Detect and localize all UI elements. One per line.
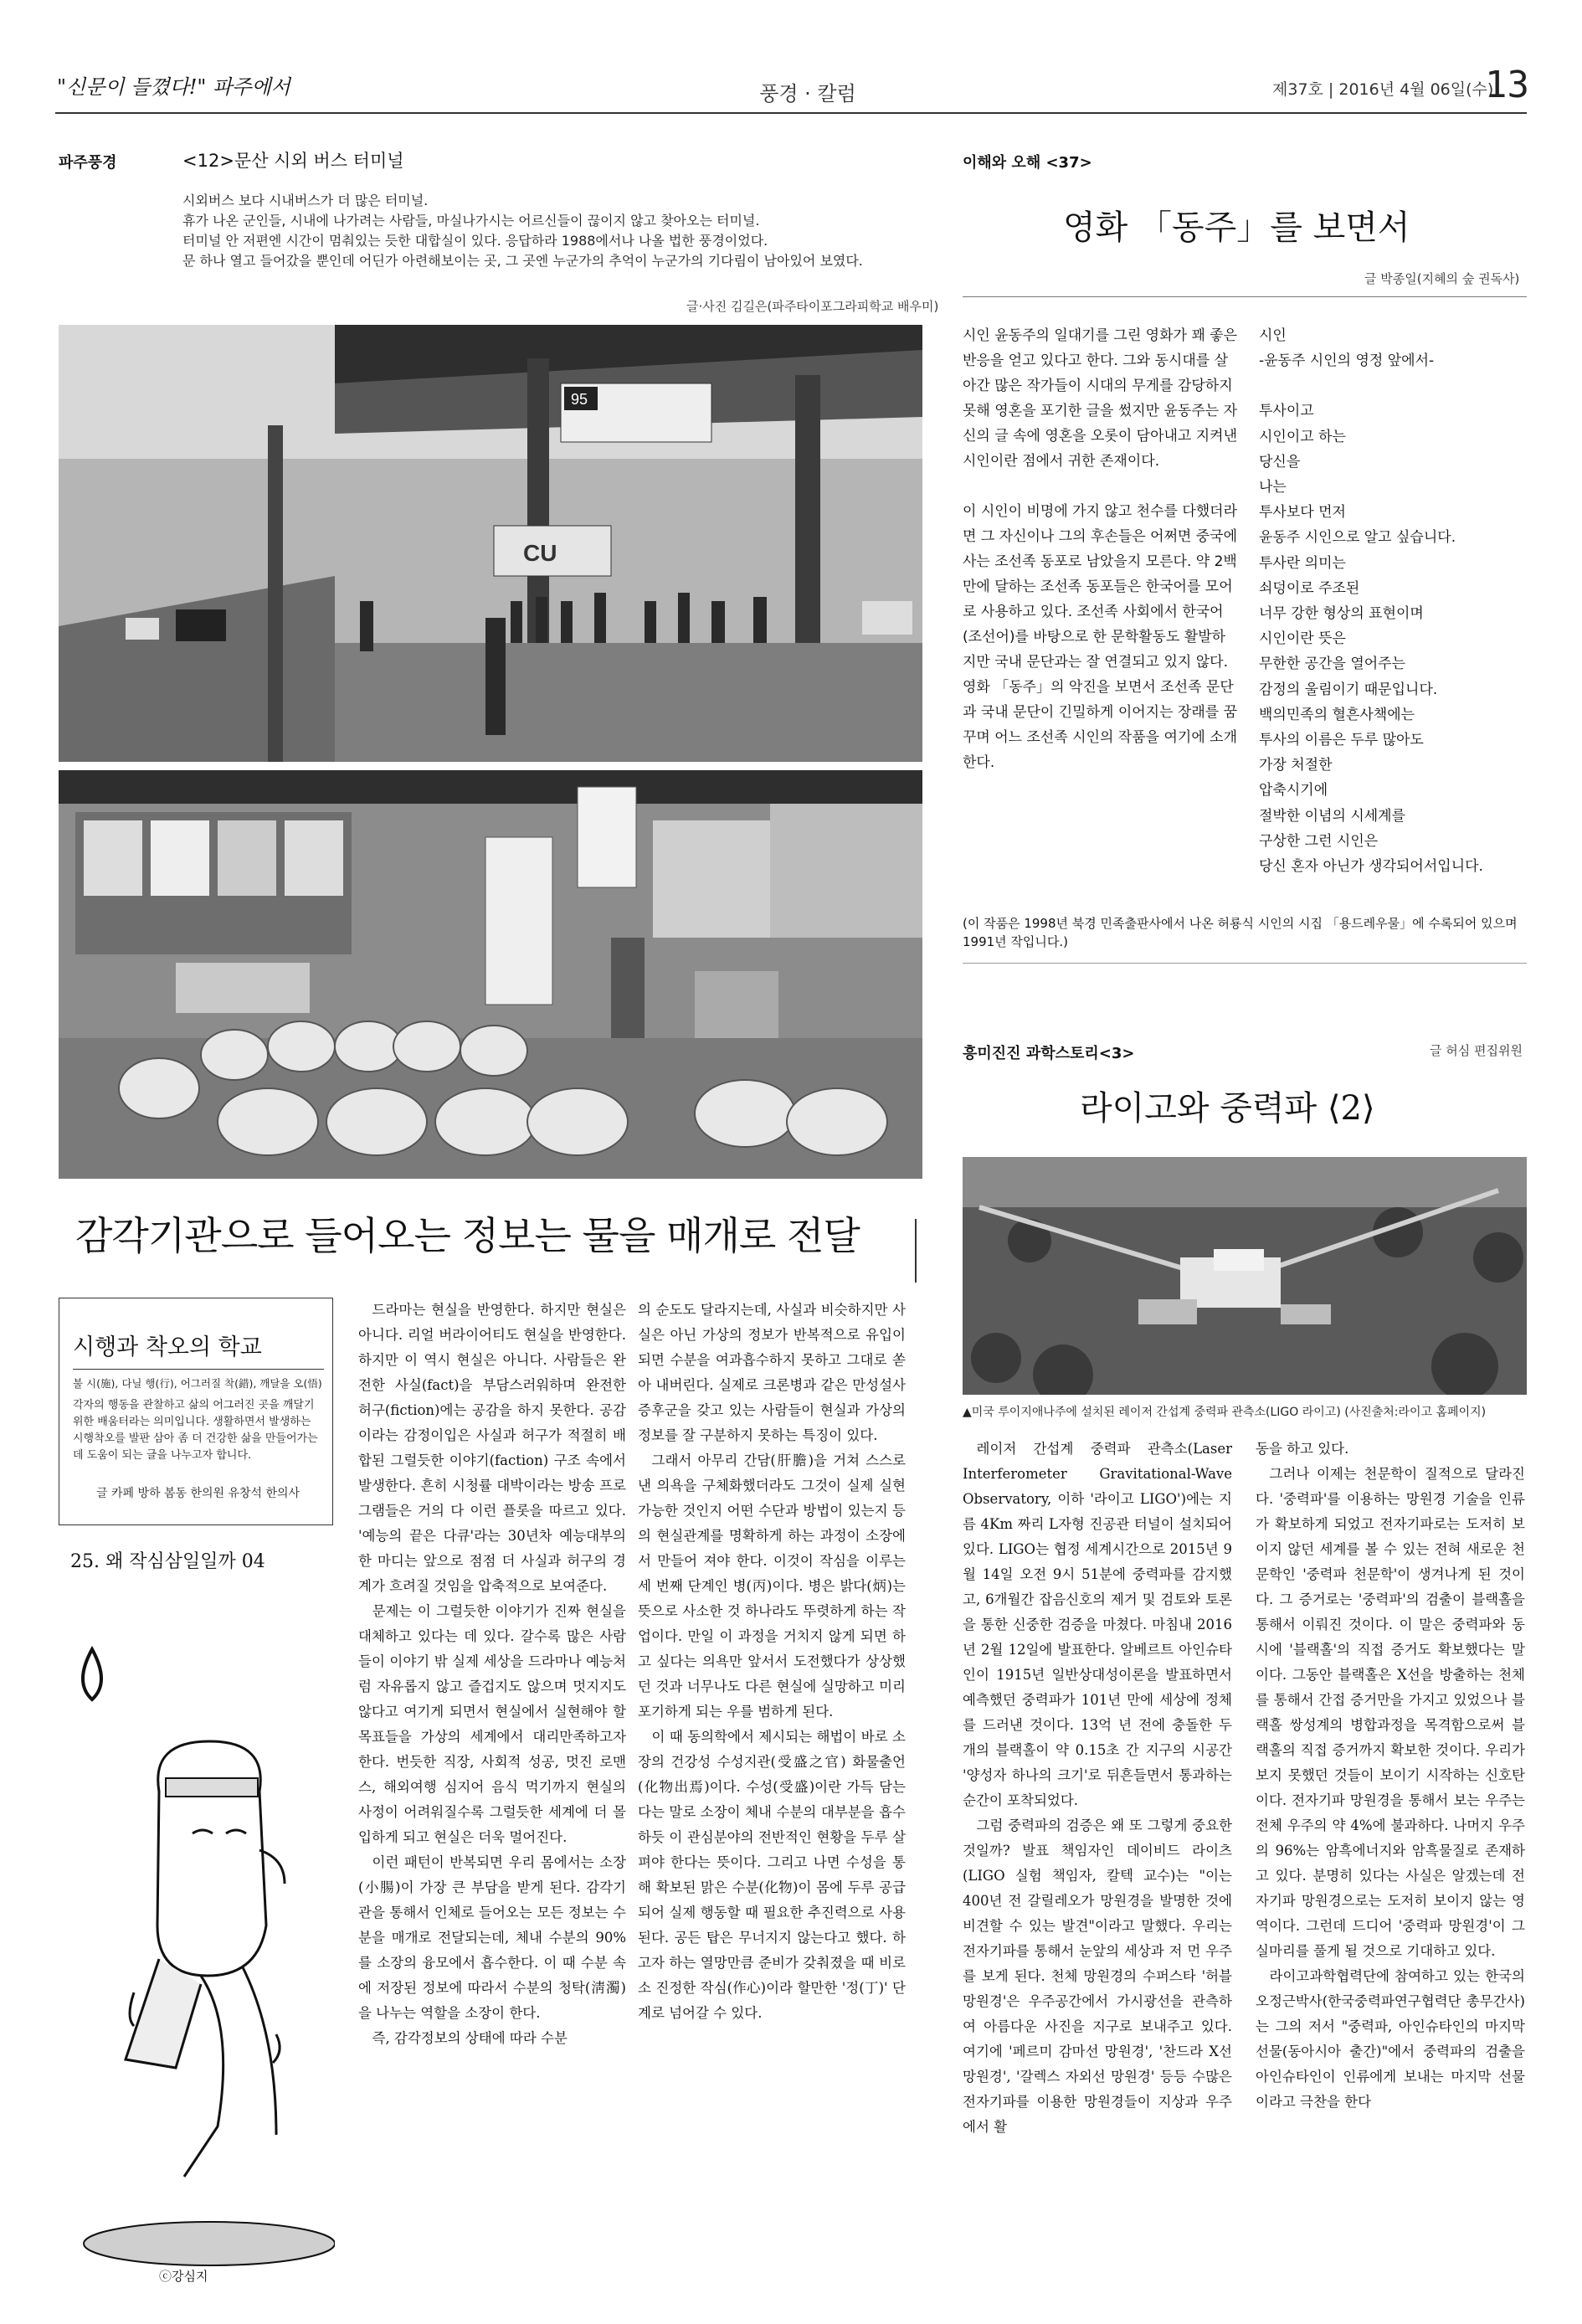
poem-line: 백의민족의 혈흔사책에는 — [1259, 706, 1415, 723]
poem-line: 감정의 울림이기 때문입니다. — [1259, 681, 1438, 698]
paragraph: 라이고과학협력단에 참여하고 있는 한국의 오정근박사(한국중력파연구협력단 총무간사)는 그의 저서 "중력파, 아인슈타인의 마지막 선물(동아시아 출간)"에서 중력파의 검출을 아인슈타인이 인류에게 보내는 마지막 선물이라고 극찬을 한다 — [1256, 1968, 1525, 2110]
poem-line — [1259, 373, 1535, 398]
poem — [1259, 323, 1535, 879]
poem-line: 투사의 이름은 두루 많아도 — [1259, 732, 1424, 749]
health-body-col1 — [358, 1298, 626, 2051]
science-headline: 라이고와 중력파 ⟨2⟩ — [1080, 1089, 1375, 1128]
poem-line: 가장 처절한 — [1259, 757, 1333, 774]
intro-line: 휴가 나온 군인들, 시내에 나가려는 사람들, 마실나가시는 어르신들이 끊이지 않고 찾아오는 터미널. — [182, 213, 760, 229]
paragraph: 레이저 간섭계 중력파 관측소(Laser Interferometer Gravitational-Wave Observatory, 이하 '라이고 LIGO')에는 지름 4Km 짜리 L자형 진공관 터널이 설치되어 있다. LIGO는 협정 세계시간으로 2015년 9월 14일 오전 9시 51분에 중력파를 감지했고, 6개월간 잡음신호의 제거 및 검토와 토론을 통한 신중한 검증을 마쳤다. 마침내 2016년 2월 12일에 발표한다. 알베르트 아인슈타인이 1915년 일반상대성이론을 발표하면서 예측했던 중력파가 101년 만에 세상에 정체를 드러낸 것이다. 13억 년 전에 충돌한 두 개의 블랙홀이 약 0.15초 간 지구의 시공간 '양성자 하나의 크기'로 뒤흔들면서 통과하는 순간이 포착되었다. — [963, 1441, 1232, 1808]
poem-line: 당신을 — [1259, 453, 1301, 470]
paju-scene-kicker: 파주풍경 — [59, 154, 117, 172]
poem-line: 윤동주 시인으로 알고 싶습니다. — [1259, 529, 1456, 547]
headline-divider — [915, 1219, 917, 1283]
intro-line: 터미널 안 저편엔 시간이 멈춰있는 듯한 대합실이 있다. 응답하라 1988에서나 나올 법한 풍경이었다. — [182, 233, 768, 249]
film-rule — [963, 296, 1527, 297]
paragraph: 드라마는 현실을 반영한다. 하지만 현실은 아니다. 리얼 버라이어티도 현실을 반영한다. 하지만 이 역시 현실은 아니다. 사람들은 완전한 사실(fact)을 부담스러워하며 완전한 허구(fiction)에는 공감을 하지 못한다. 공감이라는 감정이입은 사실과 허구가 적절히 배합된 그럴듯한 이야기(faction) 구조 속에서 발생한다. 흔히 시청률 대박이라는 방송 프로그램들은 거의 다 이런 플롯을 따르고 있다. '예능의 끝은 다큐'라는 30년차 예능대부의 한 마디는 앞으로 점점 더 사실과 허구의 경계가 흐려질 것임을 압축적으로 보여준다. — [358, 1302, 626, 1594]
paragraph: 이 때 동의학에서 제시되는 해법이 바로 소장의 건강성 수성지관(受盛之官) 화물출언(化物出焉)이다. 수성(受盛)이란 가득 담는다는 말로 소장이 체내 수분의 대부분을 흡수하듯 이 관심분야의 전반적인 현황을 두루 살펴야 한다는 뜻이다. 그리고 나면 수성을 통해 확보된 맑은 수분(化物)이 몸에 두루 공급되어 실제 행동할 때 필요한 추진력으로 사용된다. 공든 탑은 무너지지 않는다고 했다. 하고자 하는 열망만큼 준비가 갖춰졌을 때 비로소 진정한 작심(作心)이라 할만한 '정(丁)' 단계로 넘어갈 수 있다. — [638, 1729, 906, 2021]
film-author: 글 박종일(지혜의 숲 권독사) — [1364, 271, 1520, 286]
poem-line: 절박한 이념의 시세계를 — [1259, 807, 1406, 825]
film-kicker: 이해와 오해 <37> — [963, 154, 1092, 172]
illustration-credit: ⓒ강심지 — [159, 2269, 208, 2284]
paragraph: 이 시인이 비명에 가지 않고 천수를 다했더라면 그 자신이나 그의 후손들은 어쩌면 중국에 사는 조선족 동포로 남았을지 모른다. 약 2백만에 달하는 조선족 동포들은 한국어를 모어로 사용하고 있다. 조선족 사회에서 한국어(조선어)를 바탕으로 한 문학활동도 활발하지만 국내 문단과는 잘 연결되고 있지 않다. 영화 「동주」의 악진을 보면서 조선족 문단과 국내 문단이 긴밀하게 이어지는 장래를 꿈꾸며 어느 조선족 시인의 작품을 여기에 소개한다. — [963, 503, 1238, 771]
science-kicker: 흥미진진 과학스토리<3> — [963, 1045, 1135, 1062]
paju-scene-intro — [182, 191, 919, 271]
paragraph: 그럼 중력파의 검증은 왜 또 그렇게 중요한 것일까? 발표 책임자인 데이비드 라이츠(LIGO 실험 책임자, 칼텍 교수)는 "이는 400년 전 갈릴레오가 망원경을 발명한 것에 비견할 수 있는 발견"이라고 말했다. 우리는 전자기파를 통해서 눈앞의 세상과 저 먼 우주를 보게 된다. 천체 망원경의 수퍼스타 '허블 망원경'은 우주공간에서 가시광선을 관측하여 아름다운 사진을 지구로 보내주고 있다. 여기에 '페르미 감마선 망원경', '찬드라 X선 망원경', '갈렉스 자외선 망원경' 등등 수많은 전자기파를 이용한 망원경들이 지상과 우주에서 활 — [963, 1818, 1232, 2135]
poem-line: 압축시기에 — [1259, 782, 1328, 800]
science-body-col2 — [1256, 1437, 1525, 2115]
poem-line: 너무 강한 형상의 표현이며 — [1259, 605, 1424, 623]
paragraph: 그러나 이제는 천문학이 질적으로 달라진다. '중력파'를 이용하는 망원경 기술을 인류가 확보하게 되었고 전자기파로는 도저히 보이지 않던 세계를 볼 수 있는 전혀 새로운 천문학인 '중력파 천문학'이 생겨나게 된 것이다. 그 증거로는 '중력파'의 검출이 블랙홀을 통해서 이뤄진 것이다. 이 말은 중력파와 동시에 '블랙홀'의 직접 증거도 확보했다는 말이다. 그동안 블랙홀은 X선을 방출하는 천체를 통해서 간접 증거만을 가지고 있었으나 블랙홀 쌍성계의 병합과정을 목격함으로써 블랙홀의 직접 증거까지 확보한 것이다. 우리가 보지 못했던 것들이 보이기 시작하는 신호탄이다. 전자기파 망원경을 통해서 보는 우주는 전체 우주의 약 4%에 불과하다. 나머지 우주의 96%는 암흑에너지와 암흑물질로 존재하고 있다. 분명히 있다는 사실은 알겠는데 전자기파 망원경으로는 도저히 보이지 않는 영역이다. 그런데 드디어 '중력파 망원경'이 그 실마리를 풀게 될 것으로 기대하고 있다. — [1256, 1466, 1525, 1959]
ligo-caption: ▲미국 루이지애나주에 설치된 레이저 간섭계 중력파 관측소(LIGO 라이고) (사진출처:라이고 홈페이지) — [963, 1406, 1487, 1419]
film-note: (이 작품은 1998년 북경 민족출판사에서 나온 허룡식 시인의 시집 「용드레우물」에 수록되어 있으며 1991년 작입니다.) — [963, 916, 1518, 949]
poem-line: 투사란 의미는 — [1259, 554, 1346, 572]
film-body — [963, 323, 1239, 775]
school-box-author: 글 카페 방하 봄동 한의원 유창석 한의사 — [96, 1487, 300, 1500]
health-body-col2 — [638, 1298, 906, 2026]
terminal-exterior-photo — [59, 325, 922, 762]
intro-line: 시외버스 보다 시내버스가 더 많은 터미널. — [182, 193, 429, 208]
poem-line: 투사이고 — [1259, 403, 1314, 420]
paragraph: 시인 윤동주의 일대기를 그린 영화가 꽤 좋은 반응을 얻고 있다고 한다. 그와 동시대를 살아간 많은 작가들이 시대의 무게를 감당하지 못해 영혼을 포기한 글을 썼지만 윤동주는 자신의 글 속에 영혼을 오롯이 담아내고 지켜낸 시인이란 점에서 귀한 존재이다. — [963, 327, 1238, 470]
school-box-desc: 각자의 행동을 관찰하고 삶의 어그러진 곳을 깨달기 위한 배움터라는 의미입니다. 생활하면서 발생하는 시행착오를 발판 삼아 좀 더 건강한 삶을 만들어가는데 도움이 되는 글을 나누고자 합니다. — [73, 1399, 318, 1462]
poem-line: 시인이란 뜻은 — [1259, 630, 1346, 648]
paragraph: 의 순도도 달라지는데, 사실과 비슷하지만 사실은 아닌 가상의 정보가 반복적으로 유입이 되면 수분을 여과흡수하지 못하고 그대로 쏟아 내버린다. 실제로 크론병과 같은 만성설사증후군을 갖고 있는 사람들이 현실과 가상의 정보를 잘 구분하지 못하는 특징이 있다. — [638, 1302, 906, 1443]
poem-line: 투사보다 먼저 — [1259, 504, 1346, 522]
masthead-logo: "신문이 들꼈다!" 파주에서 — [57, 75, 290, 99]
paragraph: 그래서 아무리 간담(肝膽)을 거쳐 스스로 낸 의욕을 구체화했더라도 그것이 실제 실현 가능한 것인지 어떤 수단과 방법이 있는지 등의 현실관계를 명확하게 하는 과정이 소장에서 만들어 져야 한다. 이것이 작심을 이루는 세 번째 단계인 병(丙)이다. 병은 밝다(炳)는 뜻으로 사소한 것 하나라도 뚜렷하게 하는 작업이다. 만일 이 과정을 거치지 않게 되면 하고 싶다는 의욕만 앞서서 도전했다가 상상했던 것과 너무나도 다른 현실에 실망하고 미리 포기하게 되는 우를 범하게 된다. — [638, 1452, 906, 1720]
poem-line: 당신 혼자 아닌가 생각되어서입니다. — [1259, 858, 1483, 876]
ligo-photo — [963, 1157, 1527, 1395]
bus-number-sign: 95 — [571, 391, 588, 408]
paragraph: 이런 패턴이 반복되면 우리 몸에서는 소장(小腸)이 가장 큰 부담을 받게 된다. 감각기관을 통해서 인체로 들어오는 모든 정보는 수분을 매개로 전달되는데, 체내 수분의 90%를 소장의 융모에서 흡수한다. 이 때 수분 속에 저장된 정보에 따라서 수분의 청탁(淸濁)을 나누는 역할을 소장이 한다. — [358, 1854, 626, 2021]
film-headline: 영화 「동주」를 보면서 — [1063, 208, 1410, 247]
health-headline: 감각기관으로 들어오는 정보는 물을 매개로 전달 — [75, 1213, 860, 1258]
ligo-aerial-illustration — [963, 1157, 1527, 1395]
water-figure-illustration — [59, 1599, 335, 2269]
paragraph: 즉, 감각정보의 상태에 따라 수분 — [372, 2030, 568, 2046]
school-box-subtitle: 불 시(施), 다닐 행(行), 어그러질 착(錯), 깨달을 오(悟) — [73, 1377, 322, 1390]
poem-line: 구상한 그런 시인은 — [1259, 832, 1379, 850]
poem-line: -윤동주 시인의 영정 앞에서- — [1259, 352, 1435, 370]
poem-line: 시인이고 하는 — [1259, 428, 1346, 445]
waiting-room-photo — [59, 770, 922, 1179]
illustration — [59, 1599, 335, 2269]
school-box-title: 시행과 착오의 학교 — [73, 1334, 262, 1360]
terminal-exterior-illustration — [59, 325, 922, 762]
school-box-rule — [73, 1369, 324, 1370]
paragraph: 문제는 이 그럴듯한 이야기가 진짜 현실을 대체하고 있다는 데 있다. 갈수록 많은 사람들이 이야기 밖 실제 세상을 드라마나 예능처럼 자유롭지 않고 즐겁지도 않으며 멋지지도 않다고 여기게 되면서 현실에서 실현해야 할 목표들을 가상의 세계에서 대리만족하고자 한다. 번듯한 직장, 사회적 성공, 멋진 로맨스, 해외여행 심지어 음식 먹기까지 현실의 사정이 어려워질수록 그럴듯한 세계에 더 몰입하게 되고 현실은 더욱 멀어진다. — [358, 1603, 626, 1845]
paju-scene-credit: 글·사진 김길은(파주타이포그라피학교 배우미) — [686, 299, 939, 314]
header-rule — [55, 112, 1527, 114]
series-title: 25. 왜 작심삼일일까 04 — [70, 1551, 265, 1572]
school-info-box — [59, 1298, 333, 1525]
intro-line: 문 하나 열고 들어갔을 뿐인데 어딘가 아련해보이는 곳, 그 곳엔 누군가의 추억이 누군가의 기다림이 남아있어 보였다. — [182, 253, 863, 269]
poem-line: 시인 — [1259, 327, 1287, 344]
paragraph: 동을 하고 있다. — [1256, 1441, 1349, 1457]
waiting-room-illustration — [59, 770, 922, 1179]
issue-info: 제37호 | 2016년 4월 06일(수) — [1272, 80, 1494, 99]
film-end-rule — [963, 963, 1527, 964]
convenience-store-sign: CU — [523, 540, 557, 566]
poem-line: 쇠덩이로 주조된 — [1259, 579, 1360, 597]
poem-line: 무한한 공간을 열어주는 — [1259, 656, 1406, 673]
science-author: 글 허심 편집위원 — [1430, 1043, 1523, 1058]
paragraph — [963, 474, 1239, 499]
poem-line: 나는 — [1259, 479, 1287, 496]
paju-scene-subtitle: <12>문산 시외 버스 터미널 — [182, 151, 404, 171]
science-body-col1 — [963, 1437, 1232, 2140]
page-number: 13 — [1485, 64, 1529, 106]
section-title: 풍경 · 칼럼 — [759, 82, 856, 105]
